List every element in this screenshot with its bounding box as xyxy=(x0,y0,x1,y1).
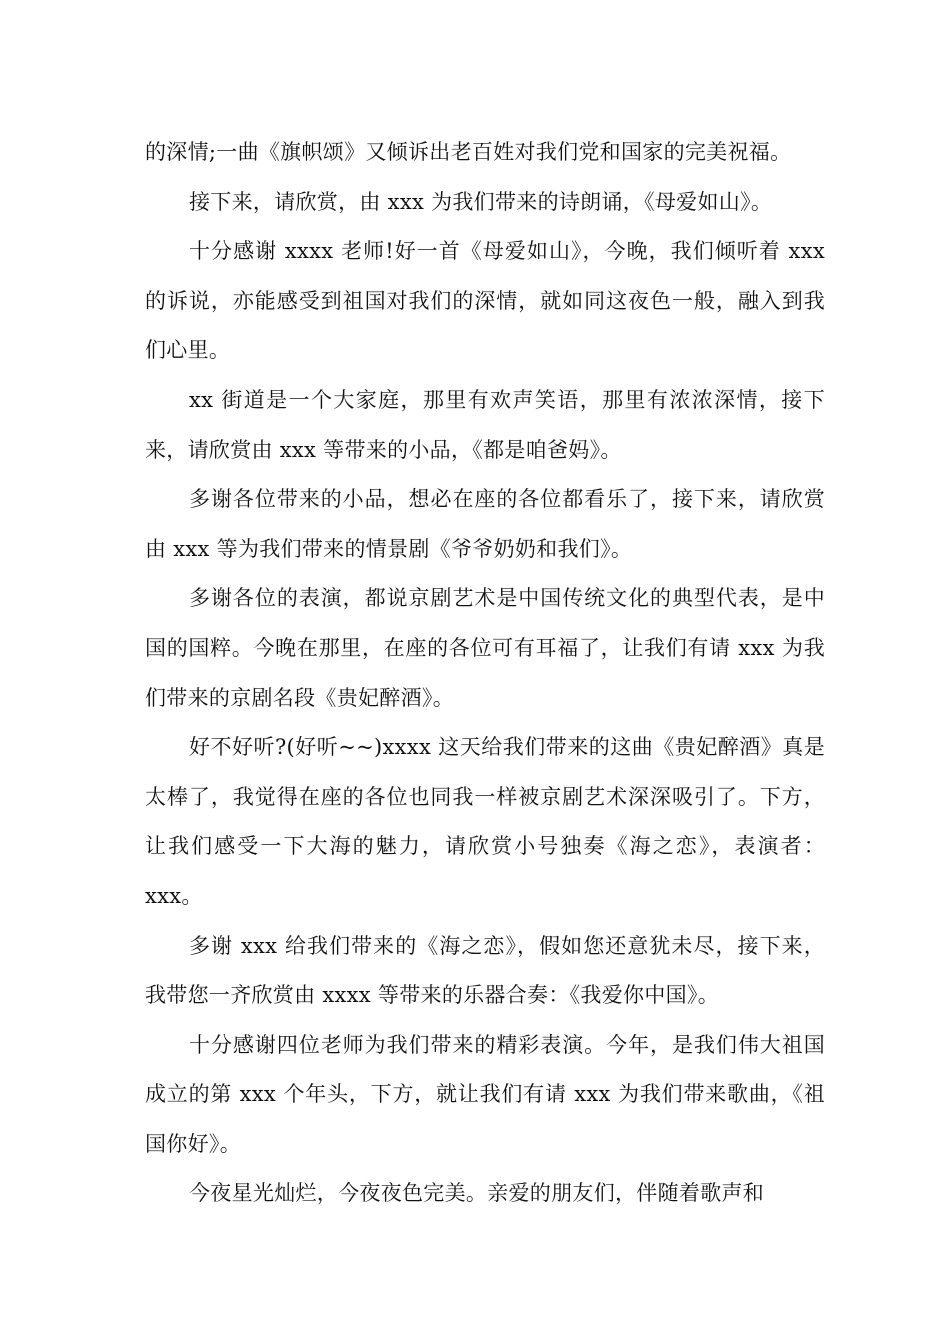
paragraph: 接下来，请欣赏，由 xxx 为我们带来的诗朗诵，《母爱如山》。 xyxy=(189,189,773,214)
paragraph: 今夜星光灿烂，今夜夜色完美。亲爱的朋友们，伴随着歌声和 xyxy=(189,1181,765,1206)
paragraph: 的深情;一曲《旗帜颂》又倾诉出老百姓对我们党和国家的完美祝福。 xyxy=(145,140,792,164)
paragraph: 多谢 xxx 给我们带来的《海之恋》，假如您还意犹未尽，接下来，我带您一齐欣赏由 xxxx 等带来的乐器合奏：《我爱你中国》。 xyxy=(145,933,825,1008)
paragraph: 好不好听?(好听~~)xxxx 这天给我们带来的这曲《贵妃醉酒》真是太棒了，我觉得在座的各位也同我一样被京剧艺术深深吸引了。下方，让我们感受一下大海的魅力，请欣赏小号独奏《海之恋》，表演者：xxx。 xyxy=(145,735,825,908)
paragraph: 十分感谢四位老师为我们带来的精彩表演。今年，是我们伟大祖国成立的第 xxx 个年头，下方，就让我们有请 xxx 为我们带来歌曲，《祖国你好》。 xyxy=(145,1032,825,1156)
paragraph: 十分感谢 xxxx 老师!好一首《母爱如山》，今晚，我们倾听着 xxx 的诉说，亦能感受到祖国对我们的深情，就如同这夜色一般，融入到我们心里。 xyxy=(145,239,825,363)
document-body xyxy=(145,128,825,1219)
paragraph: 多谢各位带来的小品，想必在座的各位都看乐了，接下来，请欣赏由 xxx 等为我们带来的情景剧《爷爷奶奶和我们》。 xyxy=(145,487,825,561)
paragraph: xx 街道是一个大家庭，那里有欢声笑语，那里有浓浓深情，接下来，请欣赏由 xxx 等带来的小品，《都是咱爸妈》。 xyxy=(145,387,825,462)
paragraph: 多谢各位的表演，都说京剧艺术是中国传统文化的典型代表，是中国的国粹。今晚在那里，在座的各位可有耳福了，让我们有请 xxx 为我们带来的京剧名段《贵妃醉酒》。 xyxy=(145,586,825,710)
